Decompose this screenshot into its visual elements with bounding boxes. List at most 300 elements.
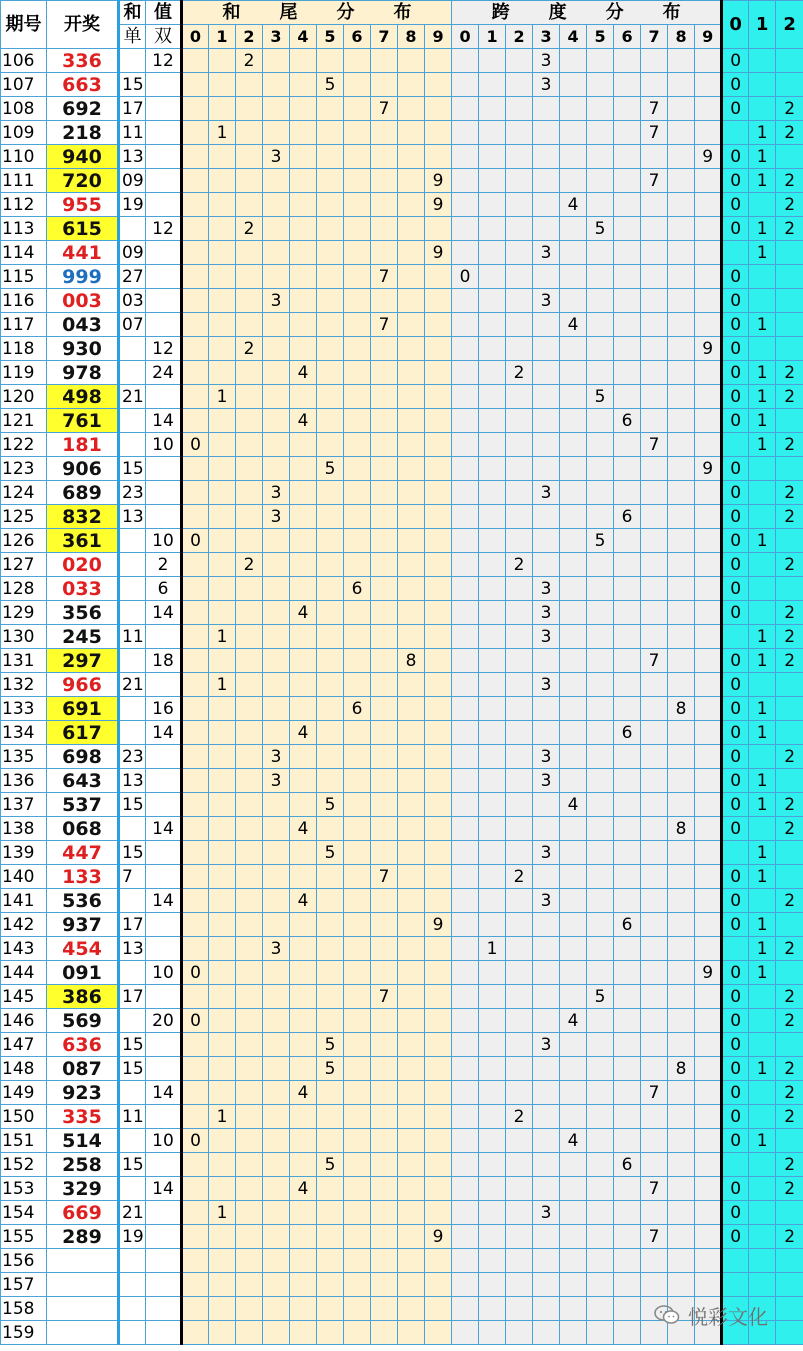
span-cell-2 (506, 625, 533, 649)
issue-cell: 116 (1, 289, 47, 313)
tail-cell-2 (236, 697, 263, 721)
tail-cell-3 (263, 721, 290, 745)
issue-cell: 132 (1, 673, 47, 697)
span-cell-0 (452, 145, 479, 169)
tail-cell-1 (209, 241, 236, 265)
span-cell-4 (560, 697, 587, 721)
sum-odd-cell: 23 (119, 745, 146, 769)
tail-cell-8 (398, 433, 425, 457)
span-cell-7 (641, 817, 668, 841)
sum-odd-cell: 15 (119, 457, 146, 481)
span-cell-5 (587, 601, 614, 625)
draw-header: 开奖 (47, 1, 119, 49)
span-cell-8 (668, 169, 695, 193)
tail-cell-5 (317, 697, 344, 721)
span-cell-5 (587, 577, 614, 601)
mod-cell-1: 1 (749, 865, 776, 889)
tail-cell-6 (344, 49, 371, 73)
tail-cell-4 (290, 625, 317, 649)
span-cell-9 (695, 1201, 722, 1225)
tail-digit-header-3: 3 (263, 25, 290, 49)
span-cell-2 (506, 1033, 533, 1057)
sum-odd-cell (119, 601, 146, 625)
mod-cell-2: 2 (776, 505, 803, 529)
mod-cell-0 (722, 625, 749, 649)
tail-cell-7 (371, 49, 398, 73)
span-cell-2 (506, 97, 533, 121)
tail-cell-9 (425, 697, 452, 721)
span-cell-3 (533, 97, 560, 121)
sum-odd-cell (119, 577, 146, 601)
sum-even-cell (146, 1201, 182, 1225)
tail-cell-9 (425, 361, 452, 385)
span-cell-6 (614, 1009, 641, 1033)
span-cell-2 (506, 169, 533, 193)
mod-cell-1: 1 (749, 937, 776, 961)
span-cell-3: 3 (533, 73, 560, 97)
span-cell-0 (452, 937, 479, 961)
span-cell-4 (560, 1153, 587, 1177)
draw-number-cell: 020 (47, 553, 119, 577)
span-cell-9: 9 (695, 961, 722, 985)
span-cell-6: 6 (614, 721, 641, 745)
tail-cell-0 (182, 913, 209, 937)
tail-cell-2 (236, 529, 263, 553)
tail-digit-header-1: 1 (209, 25, 236, 49)
tail-cell-4 (290, 97, 317, 121)
tail-cell-7 (371, 145, 398, 169)
tail-cell-1 (209, 193, 236, 217)
span-cell-5 (587, 649, 614, 673)
span-cell-1 (479, 649, 506, 673)
tail-digit-header-0: 0 (182, 25, 209, 49)
sum-even-cell (146, 1105, 182, 1129)
span-cell-2 (506, 241, 533, 265)
issue-header: 期号 (1, 1, 47, 49)
mod-cell-1 (749, 817, 776, 841)
tail-cell-8 (398, 409, 425, 433)
span-cell-1 (479, 1201, 506, 1225)
tail-cell-7: 7 (371, 313, 398, 337)
span-cell-8 (668, 889, 695, 913)
issue-cell: 135 (1, 745, 47, 769)
tail-cell-8 (398, 745, 425, 769)
span-cell-1 (479, 1321, 506, 1345)
span-cell-7 (641, 889, 668, 913)
tail-cell-6 (344, 817, 371, 841)
span-cell-0 (452, 121, 479, 145)
tail-cell-6 (344, 937, 371, 961)
span-cell-6 (614, 481, 641, 505)
tail-cell-0 (182, 169, 209, 193)
span-cell-6 (614, 865, 641, 889)
sum-odd-cell: 15 (119, 1033, 146, 1057)
span-cell-2 (506, 265, 533, 289)
tail-cell-5 (317, 337, 344, 361)
tail-cell-2 (236, 1081, 263, 1105)
tail-cell-8 (398, 169, 425, 193)
span-cell-1 (479, 1249, 506, 1273)
span-cell-1 (479, 577, 506, 601)
span-cell-8 (668, 289, 695, 313)
mod-cell-2: 2 (776, 1177, 803, 1201)
tail-cell-3 (263, 793, 290, 817)
tail-cell-5 (317, 217, 344, 241)
mod-cell-2 (776, 241, 803, 265)
sum-even-cell (146, 241, 182, 265)
tail-cell-7 (371, 481, 398, 505)
sum-even-cell (146, 481, 182, 505)
tail-cell-2: 2 (236, 553, 263, 577)
tail-cell-2 (236, 1273, 263, 1297)
tail-cell-1 (209, 457, 236, 481)
draw-number-cell: 692 (47, 97, 119, 121)
tail-cell-5 (317, 97, 344, 121)
mod-cell-2 (776, 769, 803, 793)
span-cell-7 (641, 1009, 668, 1033)
span-cell-8 (668, 337, 695, 361)
draw-number-cell: 720 (47, 169, 119, 193)
span-cell-2: 2 (506, 865, 533, 889)
tail-cell-2 (236, 1225, 263, 1249)
tail-cell-7 (371, 73, 398, 97)
span-cell-7 (641, 1153, 668, 1177)
span-cell-6 (614, 625, 641, 649)
span-cell-8: 8 (668, 1057, 695, 1081)
span-cell-0 (452, 625, 479, 649)
span-cell-6 (614, 601, 641, 625)
tail-cell-6 (344, 1153, 371, 1177)
mod-cell-2: 2 (776, 817, 803, 841)
issue-cell: 118 (1, 337, 47, 361)
tail-cell-9 (425, 73, 452, 97)
draw-number-cell (47, 1321, 119, 1345)
span-cell-1 (479, 793, 506, 817)
tail-cell-6 (344, 1105, 371, 1129)
span-cell-8 (668, 313, 695, 337)
tail-cell-8 (398, 265, 425, 289)
table-row (1, 145, 803, 169)
issue-cell: 126 (1, 529, 47, 553)
tail-cell-8 (398, 865, 425, 889)
span-cell-6 (614, 457, 641, 481)
tail-cell-6 (344, 385, 371, 409)
tail-cell-0 (182, 289, 209, 313)
span-cell-1 (479, 361, 506, 385)
issue-cell: 115 (1, 265, 47, 289)
sum-odd-cell (119, 817, 146, 841)
table-row (1, 721, 803, 745)
tail-cell-2 (236, 145, 263, 169)
span-distribution-header (452, 1, 722, 25)
tail-cell-2 (236, 1033, 263, 1057)
mod-cell-2: 2 (776, 889, 803, 913)
span-cell-4 (560, 1321, 587, 1345)
draw-number-cell: 514 (47, 1129, 119, 1153)
span-cell-9 (695, 1273, 722, 1297)
tail-cell-2 (236, 769, 263, 793)
span-cell-4 (560, 409, 587, 433)
tail-cell-8 (398, 769, 425, 793)
span-cell-3: 3 (533, 745, 560, 769)
span-cell-0 (452, 217, 479, 241)
tail-cell-7 (371, 769, 398, 793)
span-cell-7 (641, 721, 668, 745)
span-cell-8 (668, 1033, 695, 1057)
mod-cell-0: 0 (722, 385, 749, 409)
span-cell-6: 6 (614, 505, 641, 529)
tail-cell-3 (263, 121, 290, 145)
tail-cell-7 (371, 1129, 398, 1153)
tail-cell-1 (209, 577, 236, 601)
span-cell-1 (479, 1153, 506, 1177)
mod-cell-0: 0 (722, 961, 749, 985)
span-cell-5 (587, 1321, 614, 1345)
tail-cell-8 (398, 121, 425, 145)
tail-cell-8 (398, 1297, 425, 1321)
tail-cell-1 (209, 793, 236, 817)
issue-cell: 121 (1, 409, 47, 433)
span-cell-9 (695, 577, 722, 601)
table-row (1, 1249, 803, 1273)
span-cell-9 (695, 505, 722, 529)
span-cell-6 (614, 697, 641, 721)
mod-cell-2 (776, 337, 803, 361)
mod-cell-0 (722, 433, 749, 457)
tail-cell-2 (236, 1249, 263, 1273)
span-cell-9 (695, 409, 722, 433)
tail-digit-header-2: 2 (236, 25, 263, 49)
tail-cell-9: 9 (425, 1225, 452, 1249)
span-cell-6 (614, 217, 641, 241)
table-row (1, 577, 803, 601)
tail-cell-9 (425, 985, 452, 1009)
table-row (1, 481, 803, 505)
mod-cell-2: 2 (776, 385, 803, 409)
span-cell-7 (641, 529, 668, 553)
tail-cell-8 (398, 1321, 425, 1345)
tail-cell-0 (182, 1033, 209, 1057)
tail-cell-2: 2 (236, 49, 263, 73)
sum-even-cell (146, 841, 182, 865)
tail-cell-9 (425, 577, 452, 601)
sum-even-cell (146, 1225, 182, 1249)
span-cell-3: 3 (533, 481, 560, 505)
span-cell-8 (668, 385, 695, 409)
span-cell-2 (506, 1153, 533, 1177)
tail-cell-3 (263, 529, 290, 553)
tail-cell-6 (344, 145, 371, 169)
tail-cell-5 (317, 745, 344, 769)
span-cell-2 (506, 1081, 533, 1105)
tail-cell-3 (263, 1201, 290, 1225)
tail-cell-5 (317, 913, 344, 937)
span-cell-6 (614, 385, 641, 409)
tail-cell-1 (209, 1249, 236, 1273)
tail-cell-5 (317, 1201, 344, 1225)
span-cell-6 (614, 97, 641, 121)
tail-cell-9 (425, 745, 452, 769)
tail-cell-2: 2 (236, 217, 263, 241)
tail-cell-1 (209, 985, 236, 1009)
issue-cell: 148 (1, 1057, 47, 1081)
sum-odd-cell: 19 (119, 193, 146, 217)
draw-number-cell: 068 (47, 817, 119, 841)
span-cell-3: 3 (533, 601, 560, 625)
tail-cell-0: 0 (182, 433, 209, 457)
span-cell-3: 3 (533, 889, 560, 913)
tail-cell-8 (398, 193, 425, 217)
span-digit-header-0: 0 (452, 25, 479, 49)
sum-even-cell: 20 (146, 1009, 182, 1033)
span-cell-7 (641, 481, 668, 505)
sum-odd-cell: 23 (119, 481, 146, 505)
span-cell-7 (641, 937, 668, 961)
span-cell-3 (533, 265, 560, 289)
tail-cell-7 (371, 889, 398, 913)
span-cell-9 (695, 1225, 722, 1249)
mod-cell-0: 0 (722, 817, 749, 841)
span-cell-1: 1 (479, 937, 506, 961)
span-cell-9: 9 (695, 457, 722, 481)
issue-cell: 152 (1, 1153, 47, 1177)
span-cell-8 (668, 145, 695, 169)
sum-even-cell (146, 769, 182, 793)
span-cell-2 (506, 745, 533, 769)
tail-cell-7: 7 (371, 97, 398, 121)
mod-cell-0: 0 (722, 769, 749, 793)
tail-cell-1 (209, 433, 236, 457)
span-cell-4 (560, 361, 587, 385)
tail-cell-7 (371, 745, 398, 769)
span-cell-7 (641, 145, 668, 169)
tail-cell-0 (182, 1201, 209, 1225)
tail-cell-5 (317, 361, 344, 385)
tail-cell-9 (425, 145, 452, 169)
tail-cell-7 (371, 601, 398, 625)
table-row (1, 505, 803, 529)
span-cell-6 (614, 1321, 641, 1345)
tail-cell-2 (236, 505, 263, 529)
mod-cell-2: 2 (776, 1081, 803, 1105)
mod-cell-1 (749, 1273, 776, 1297)
mod-cell-0: 0 (722, 721, 749, 745)
span-cell-4 (560, 817, 587, 841)
tail-cell-7 (371, 625, 398, 649)
sum-odd-cell: 27 (119, 265, 146, 289)
span-cell-7 (641, 49, 668, 73)
span-cell-3 (533, 1297, 560, 1321)
tail-cell-9 (425, 937, 452, 961)
span-cell-4 (560, 553, 587, 577)
draw-number-cell (47, 1297, 119, 1321)
mod-cell-0 (722, 1249, 749, 1273)
span-cell-3: 3 (533, 1033, 560, 1057)
mod-cell-1: 1 (749, 913, 776, 937)
span-cell-3: 3 (533, 769, 560, 793)
tail-cell-3 (263, 73, 290, 97)
tail-cell-5 (317, 649, 344, 673)
tail-cell-9 (425, 601, 452, 625)
tail-cell-4 (290, 337, 317, 361)
span-cell-2 (506, 1249, 533, 1273)
mod-cell-1: 1 (749, 961, 776, 985)
sum-even-cell (146, 97, 182, 121)
span-cell-8 (668, 433, 695, 457)
span-cell-5 (587, 841, 614, 865)
span-cell-6: 6 (614, 913, 641, 937)
span-cell-0 (452, 505, 479, 529)
span-cell-1 (479, 265, 506, 289)
span-cell-7: 7 (641, 97, 668, 121)
tail-cell-7 (371, 649, 398, 673)
issue-cell: 153 (1, 1177, 47, 1201)
span-cell-5 (587, 673, 614, 697)
sum-odd-cell: 09 (119, 241, 146, 265)
tail-cell-1 (209, 649, 236, 673)
span-cell-5 (587, 1057, 614, 1081)
mod-cell-2: 2 (776, 1153, 803, 1177)
tail-cell-7: 7 (371, 985, 398, 1009)
span-cell-7 (641, 1273, 668, 1297)
tail-cell-1 (209, 937, 236, 961)
span-cell-5 (587, 865, 614, 889)
draw-number-cell: 091 (47, 961, 119, 985)
issue-cell: 137 (1, 793, 47, 817)
mod-cell-0 (722, 1153, 749, 1177)
tail-cell-8 (398, 1009, 425, 1033)
draw-number-cell: 361 (47, 529, 119, 553)
span-cell-1 (479, 769, 506, 793)
sum-even-cell (146, 1321, 182, 1345)
tail-cell-8 (398, 313, 425, 337)
tail-cell-4 (290, 1201, 317, 1225)
table-row (1, 553, 803, 577)
span-cell-2 (506, 673, 533, 697)
mod-cell-1: 1 (749, 793, 776, 817)
span-cell-5: 5 (587, 217, 614, 241)
tail-cell-1 (209, 481, 236, 505)
tail-cell-1 (209, 553, 236, 577)
tail-cell-6 (344, 649, 371, 673)
tail-cell-5: 5 (317, 457, 344, 481)
mod-cell-1: 1 (749, 529, 776, 553)
tail-cell-2 (236, 457, 263, 481)
sum-odd-cell: 11 (119, 625, 146, 649)
span-cell-2 (506, 409, 533, 433)
span-cell-5 (587, 481, 614, 505)
mod-cell-2 (776, 457, 803, 481)
tail-cell-2 (236, 937, 263, 961)
header-row-top (1, 1, 803, 25)
span-cell-2 (506, 697, 533, 721)
mod-cell-1: 1 (749, 769, 776, 793)
span-cell-1 (479, 121, 506, 145)
tail-cell-8 (398, 961, 425, 985)
mod-cell-2 (776, 529, 803, 553)
span-cell-9 (695, 889, 722, 913)
tail-cell-8 (398, 937, 425, 961)
mod-cell-2 (776, 1249, 803, 1273)
mod-cell-2: 2 (776, 601, 803, 625)
span-cell-9 (695, 1153, 722, 1177)
mod-cell-2: 2 (776, 793, 803, 817)
span-cell-1 (479, 1273, 506, 1297)
span-cell-1 (479, 1225, 506, 1249)
table-row (1, 289, 803, 313)
span-cell-6 (614, 1129, 641, 1153)
tail-cell-2 (236, 1105, 263, 1129)
